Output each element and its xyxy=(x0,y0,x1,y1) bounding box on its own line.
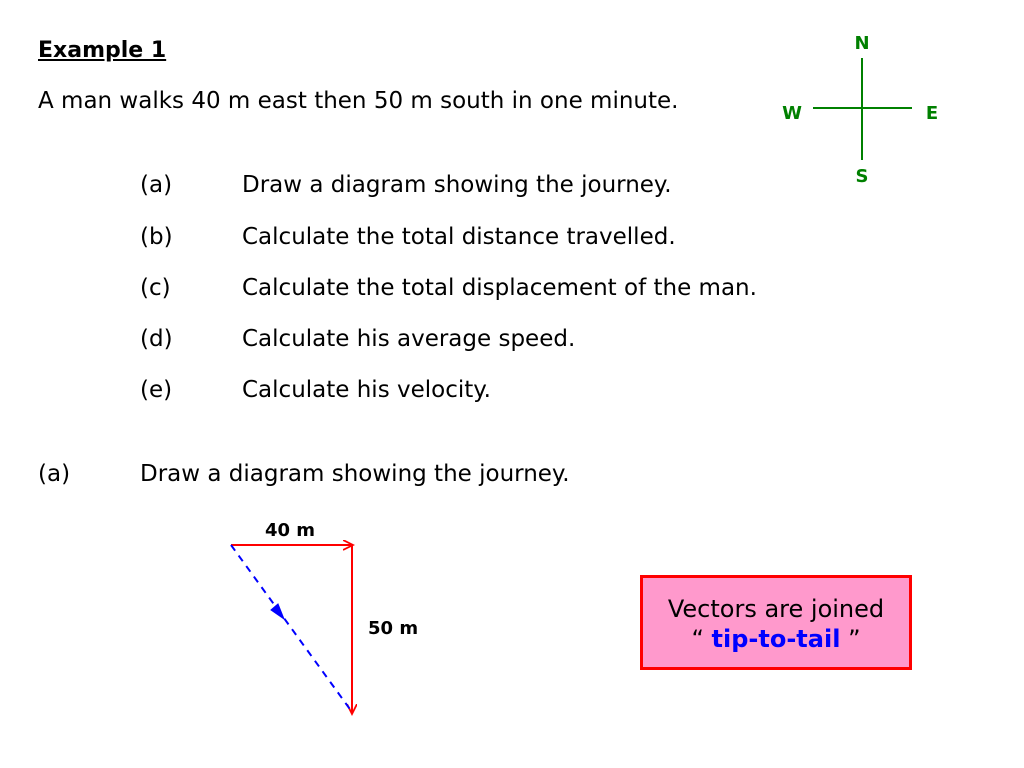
question-d-label: (d) xyxy=(140,326,173,352)
question-a-label: (a) xyxy=(140,172,173,198)
example-title: Example 1 xyxy=(38,38,167,63)
journey-diagram xyxy=(231,520,418,714)
east-distance-label: 40 m xyxy=(264,520,316,541)
callout-close-quote: ” xyxy=(848,625,861,653)
compass xyxy=(782,33,938,187)
question-a-text: Draw a diagram showing the journey. xyxy=(242,172,672,198)
callout-line-1: Vectors are joined xyxy=(667,595,885,623)
answer-a-text: Draw a diagram showing the journey. xyxy=(140,461,570,487)
question-d-text: Calculate his average speed. xyxy=(242,326,576,352)
south-distance-label: 50 m xyxy=(368,618,419,639)
problem-statement: A man walks 40 m east then 50 m south in one minute. xyxy=(38,88,679,114)
tip-to-tail-callout xyxy=(640,575,912,670)
question-e-text: Calculate his velocity. xyxy=(242,377,491,403)
compass-west-label: W xyxy=(782,103,802,124)
resultant-arrowhead xyxy=(271,604,284,619)
compass-south-label: S xyxy=(855,166,869,187)
resultant-vector-dashed xyxy=(231,545,352,712)
callout-line-2 xyxy=(643,624,909,654)
callout-highlight: tip-to-tail xyxy=(711,625,841,653)
answer-a-label: (a) xyxy=(38,461,71,487)
question-c-text: Calculate the total displacement of the man. xyxy=(242,275,757,301)
question-c-label: (c) xyxy=(140,275,171,301)
compass-east-label: E xyxy=(925,103,939,124)
compass-north-label: N xyxy=(854,33,870,54)
question-b-text: Calculate the total distance travelled. xyxy=(242,224,676,250)
question-b-label: (b) xyxy=(140,224,173,250)
question-e-label: (e) xyxy=(140,377,173,403)
callout-open-quote: “ xyxy=(691,625,704,653)
